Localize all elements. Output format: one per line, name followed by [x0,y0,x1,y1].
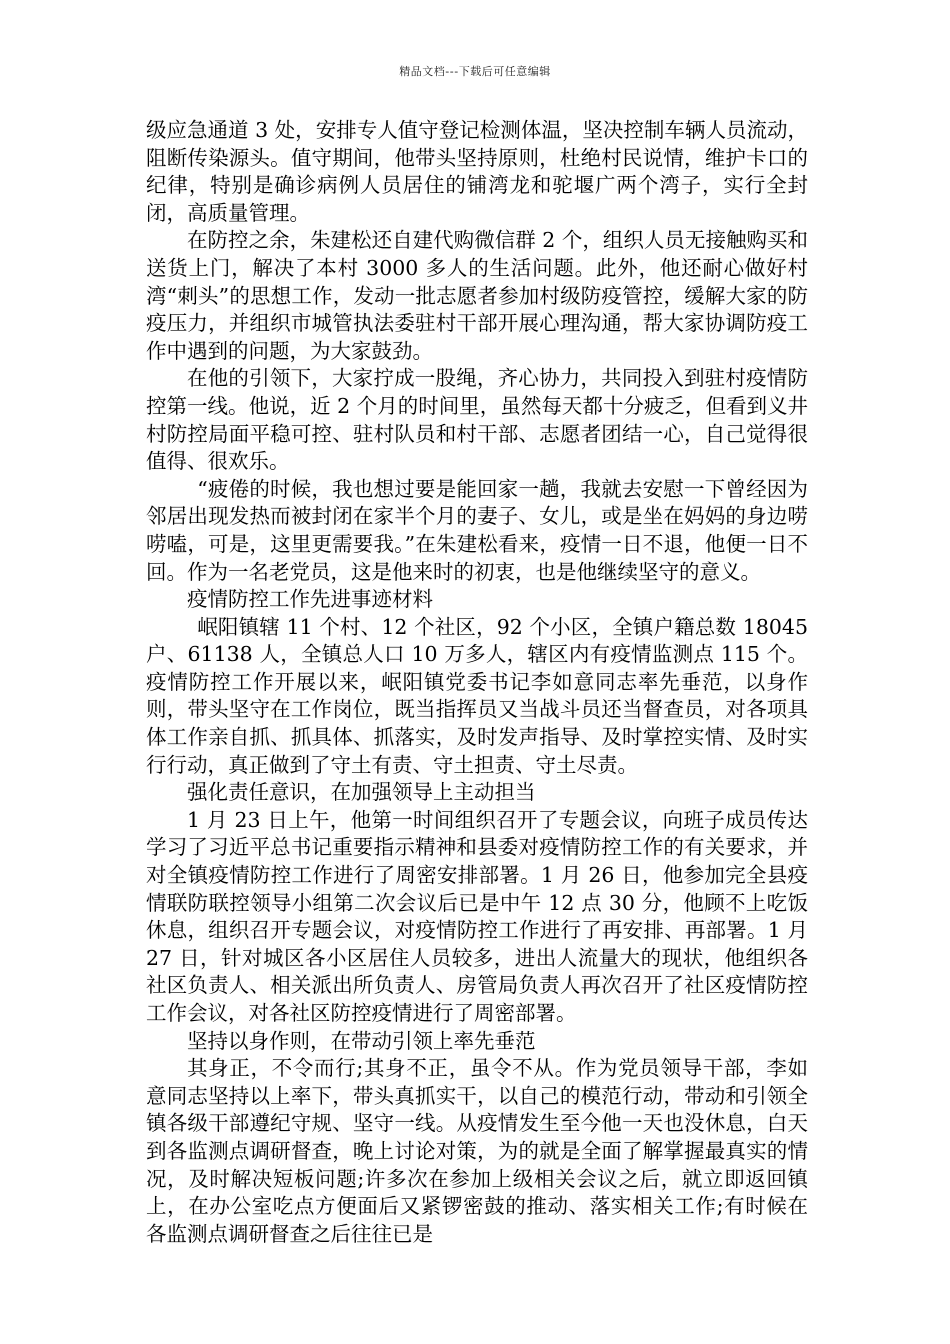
paragraph-2: 在防控之余，朱建松还自建代购微信群 2 个，组织人员无接触购买和送货上门，解决了本村 3000 多人的生活问题。此外，他还耐心做好村湾“刺头”的思想工作，发动一批志愿者参加村级防疫管控，缓解大家的防疫压力，并组织市城管执法委驻村干部开展心理沟通，帮大家协调防疫工作中遇到的问题，为大家鼓劲。 [146,228,808,363]
paragraph-3: 在他的引领下，大家拧成一股绳，齐心协力，共同投入到驻村疫情防控第一线。他说，近 2 个月的时间里，虽然每天都十分疲乏，但看到义井村防控局面平稳可控、驻村队员和村干部、志愿者团结一心，自己觉得很值得、很欢乐。 [146,366,808,474]
section-title: 疫情防控工作先进事迹材料 [187,587,433,612]
paragraph-5: 岷阳镇辖 11 个村、12 个社区，92 个小区，全镇户籍总数 18045 户、61138 人，全镇总人口 10 万多人，辖区内有疫情监测点 115 个。疫情防控工作开展以来，岷阳镇党委书记李如意同志率先垂范，以身作则，带头坚守在工作岗位，既当指挥员又当战斗员还当督查员，对各项具体工作亲自抓、抓具体、抓落实，及时发声指导、及时掌控实情、及时实行行动，真正做到了守土有责、守土担责、守土尽责。 [146,614,808,777]
paragraph-6: 1 月 23 日上午，他第一时间组织召开了专题会议，向班子成员传达学习了习近平总书记重要指示精神和县委对疫情防控工作的有关要求，并对全镇疫情防控工作进行了周密安排部署。1 月 26 日，他参加完全县疫情联防联控领导小组第二次会议后已是中午 12 点 30 分，他顾不上吃饭休息，组织召开专题会议，对疫情防控工作进行了再安排、再部署。1 月 27 日，针对城区各小区居住人员较多，进出人流量大的现状，他组织各社区负责人、相关派出所负责人、房管局负责人再次召开了社区疫情防控工作会议，对各社区防控疫情进行了周密部署。 [146,807,808,1025]
paragraph-1: 级应急通道 3 处，安排专人值守登记检测体温，坚决控制车辆人员流动，阻断传染源头。值守期间，他带头坚持原则，杜绝村民说情，维护卡口的纪律，特别是确诊病例人员居住的铺湾龙和驼堰广两个湾子，实行全封闭，高质量管理。 [146,118,808,225]
subheading-2: 坚持以身作则，在带动引领上率先垂范 [187,1028,536,1053]
paragraph-4: “疲倦的时候，我也想过要是能回家一趟，我就去安慰一下曾经因为邻居出现发热而被封闭在家半个月的妻子、女儿，或是坐在妈妈的身边唠唠嗑，可是，这里更需要我。”在朱建松看来，疫情一日不退，他便一日不回。作为一名老党员，这是他来时的初衷，也是他继续坚守的意义。 [146,476,808,584]
paragraph-7: 其身正，不令而行;其身不正，虽令不从。作为党员领导干部，李如意同志坚持以上率下，带头真抓实干，以自己的模范行动，带动和引领全镇各级干部遵纪守规、坚守一线。从疫情发生至今他一天也没休息，白天到各监测点调研督查，晚上讨论对策，为的就是全面了解掌握最真实的情况，及时解决短板问题;许多次在参加上级相关会议之后，就立即返回镇上，在办公室吃点方便面后又紧锣密鼓的推动、落实相关工作;有时候在各监测点调研督查之后往往已是 [146,1056,808,1246]
page-header: 精品文档---下载后可任意编辑 [399,65,551,78]
document-body [146,117,808,1248]
subheading-1: 强化责任意识，在加强领导上主动担当 [187,780,536,805]
